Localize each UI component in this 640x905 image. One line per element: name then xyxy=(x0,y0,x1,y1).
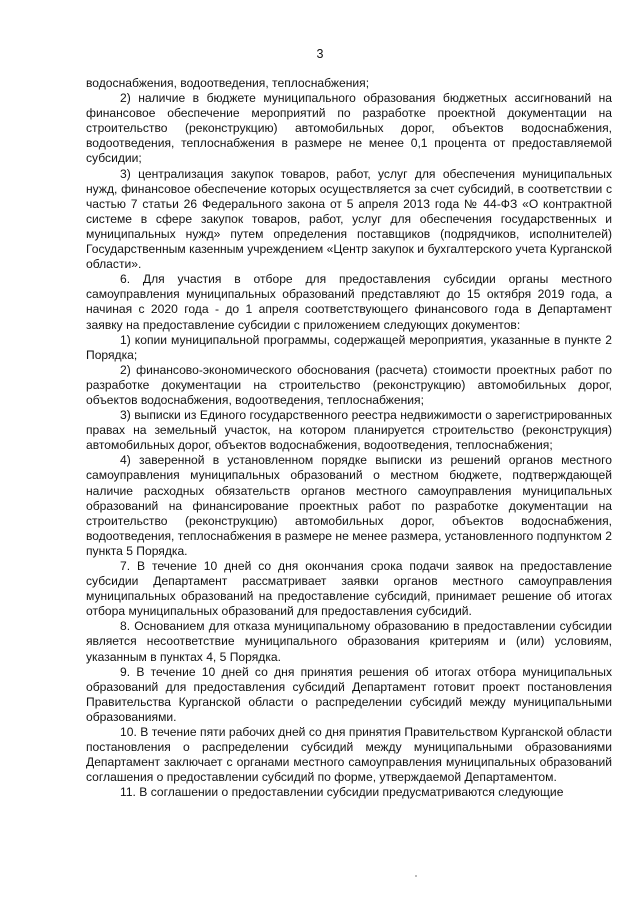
paragraph-clause-8: 8. Основанием для отказа муниципальному образованию в предоставлении субсидии является несоответствие муниципального образования критериям и (или) условиям, указанным в пунктах 4, 5 Порядка. xyxy=(86,619,612,664)
paragraph-doc-1: 1) копии муниципальной программы, содержащей мероприятия, указанные в пункте 2 Порядка; xyxy=(86,332,612,362)
scan-speck xyxy=(415,875,417,877)
paragraph-continuation: водоснабжения, водоотведения, теплоснабжения; xyxy=(86,76,370,90)
paragraph-clause-10: 10. В течение пяти рабочих дней со дня принятия Правительством Курганской области постановления о распределении субсидий между муниципальными образованиями Департамент заключает с органами местного самоуправления муниципальных образований соглашения о предоставлении субсидий по форме, утверждаемой Департаментом. xyxy=(86,725,612,785)
paragraph-clause-9: 9. В течение 10 дней со дня принятия решения об итогах отбора муниципальных образований для предоставления субсидий Департамент готовит проект постановления Правительства Курганской области о распределении субсидий между муниципальными образованиями. xyxy=(86,664,612,724)
paragraph-doc-2: 2) финансово-экономического обоснования (расчета) стоимости проектных работ по разработке документации на строительство (реконструкцию) автомобильных дорог, объектов водоснабжения, водоотведения, теплоснабжения; xyxy=(86,362,612,407)
body-text xyxy=(86,76,612,801)
page-number: 3 xyxy=(316,47,324,61)
paragraph-clause-7: 7. В течение 10 дней со дня окончания срока подачи заявок на предоставление субсидии Департамент рассматривает заявки органов местного самоуправления муниципальных образований на предоставление субсидий, принимает решение об итогах отбора муниципальных образований для предоставления субсидий. xyxy=(86,559,612,619)
paragraph-subitem-2-budget: 2) наличие в бюджете муниципального образования бюджетных ассигнований на финансовое обеспечение мероприятий по разработке проектной документации на строительство (реконструкцию) автомобильных дорог, объектов водоснабжения, водоотведения, теплоснабжения в размере не менее 0,1 процента от предоставляемой субсидии; xyxy=(86,91,612,166)
paragraph-clause-6: 6. Для участия в отборе для предоставления субсидии органы местного самоуправления муниципальных образований представляют до 15 октября 2019 года, а начиная с 2020 года - до 1 апреля соответствующего финансового года в Департамент заявку на предоставление субсидии с приложением следующих документов: xyxy=(86,272,612,332)
paragraph-subitem-3-procurement: 3) централизация закупок товаров, работ, услуг для обеспечения муниципальных нужд, финансовое обеспечение которых осуществляется за счет субсидий, в соответствии с частью 7 статьи 26 Федерального закона от 5 апреля 2013 года № 44-ФЗ «О контрактной системе в сфере закупок товаров, работ, услуг для обеспечения государственных и муниципальных нужд» путем определения поставщиков (подрядчиков, исполнителей) Государственным казенным учреждением «Центр закупок и бухгалтерского учета Курганской области». xyxy=(86,166,612,272)
paragraph-doc-4: 4) заверенной в установленном порядке выписки из решений органов местного самоуправления муниципальных образований о местном бюджете, подтверждающей наличие расходных обязательств органов местного самоуправления муниципальных образований на финансирование проектных работ по разработке документации на строительство (реконструкцию) автомобильных дорог, объектов водоснабжения, водоотведения, теплоснабжения в размере не менее размера, установленного подпунктом 2 пункта 5 Порядка. xyxy=(86,453,612,558)
paragraph-clause-11: 11. В соглашении о предоставлении субсидии предусматриваются следующие xyxy=(120,785,564,800)
paragraph-doc-3: 3) выписки из Единого государственного реестра недвижимости о зарегистрированных правах на земельный участок, на котором планируется строительство (реконструкция) автомобильных дорог, объектов водоснабжения, водоотведения, теплоснабжения; xyxy=(86,408,612,453)
